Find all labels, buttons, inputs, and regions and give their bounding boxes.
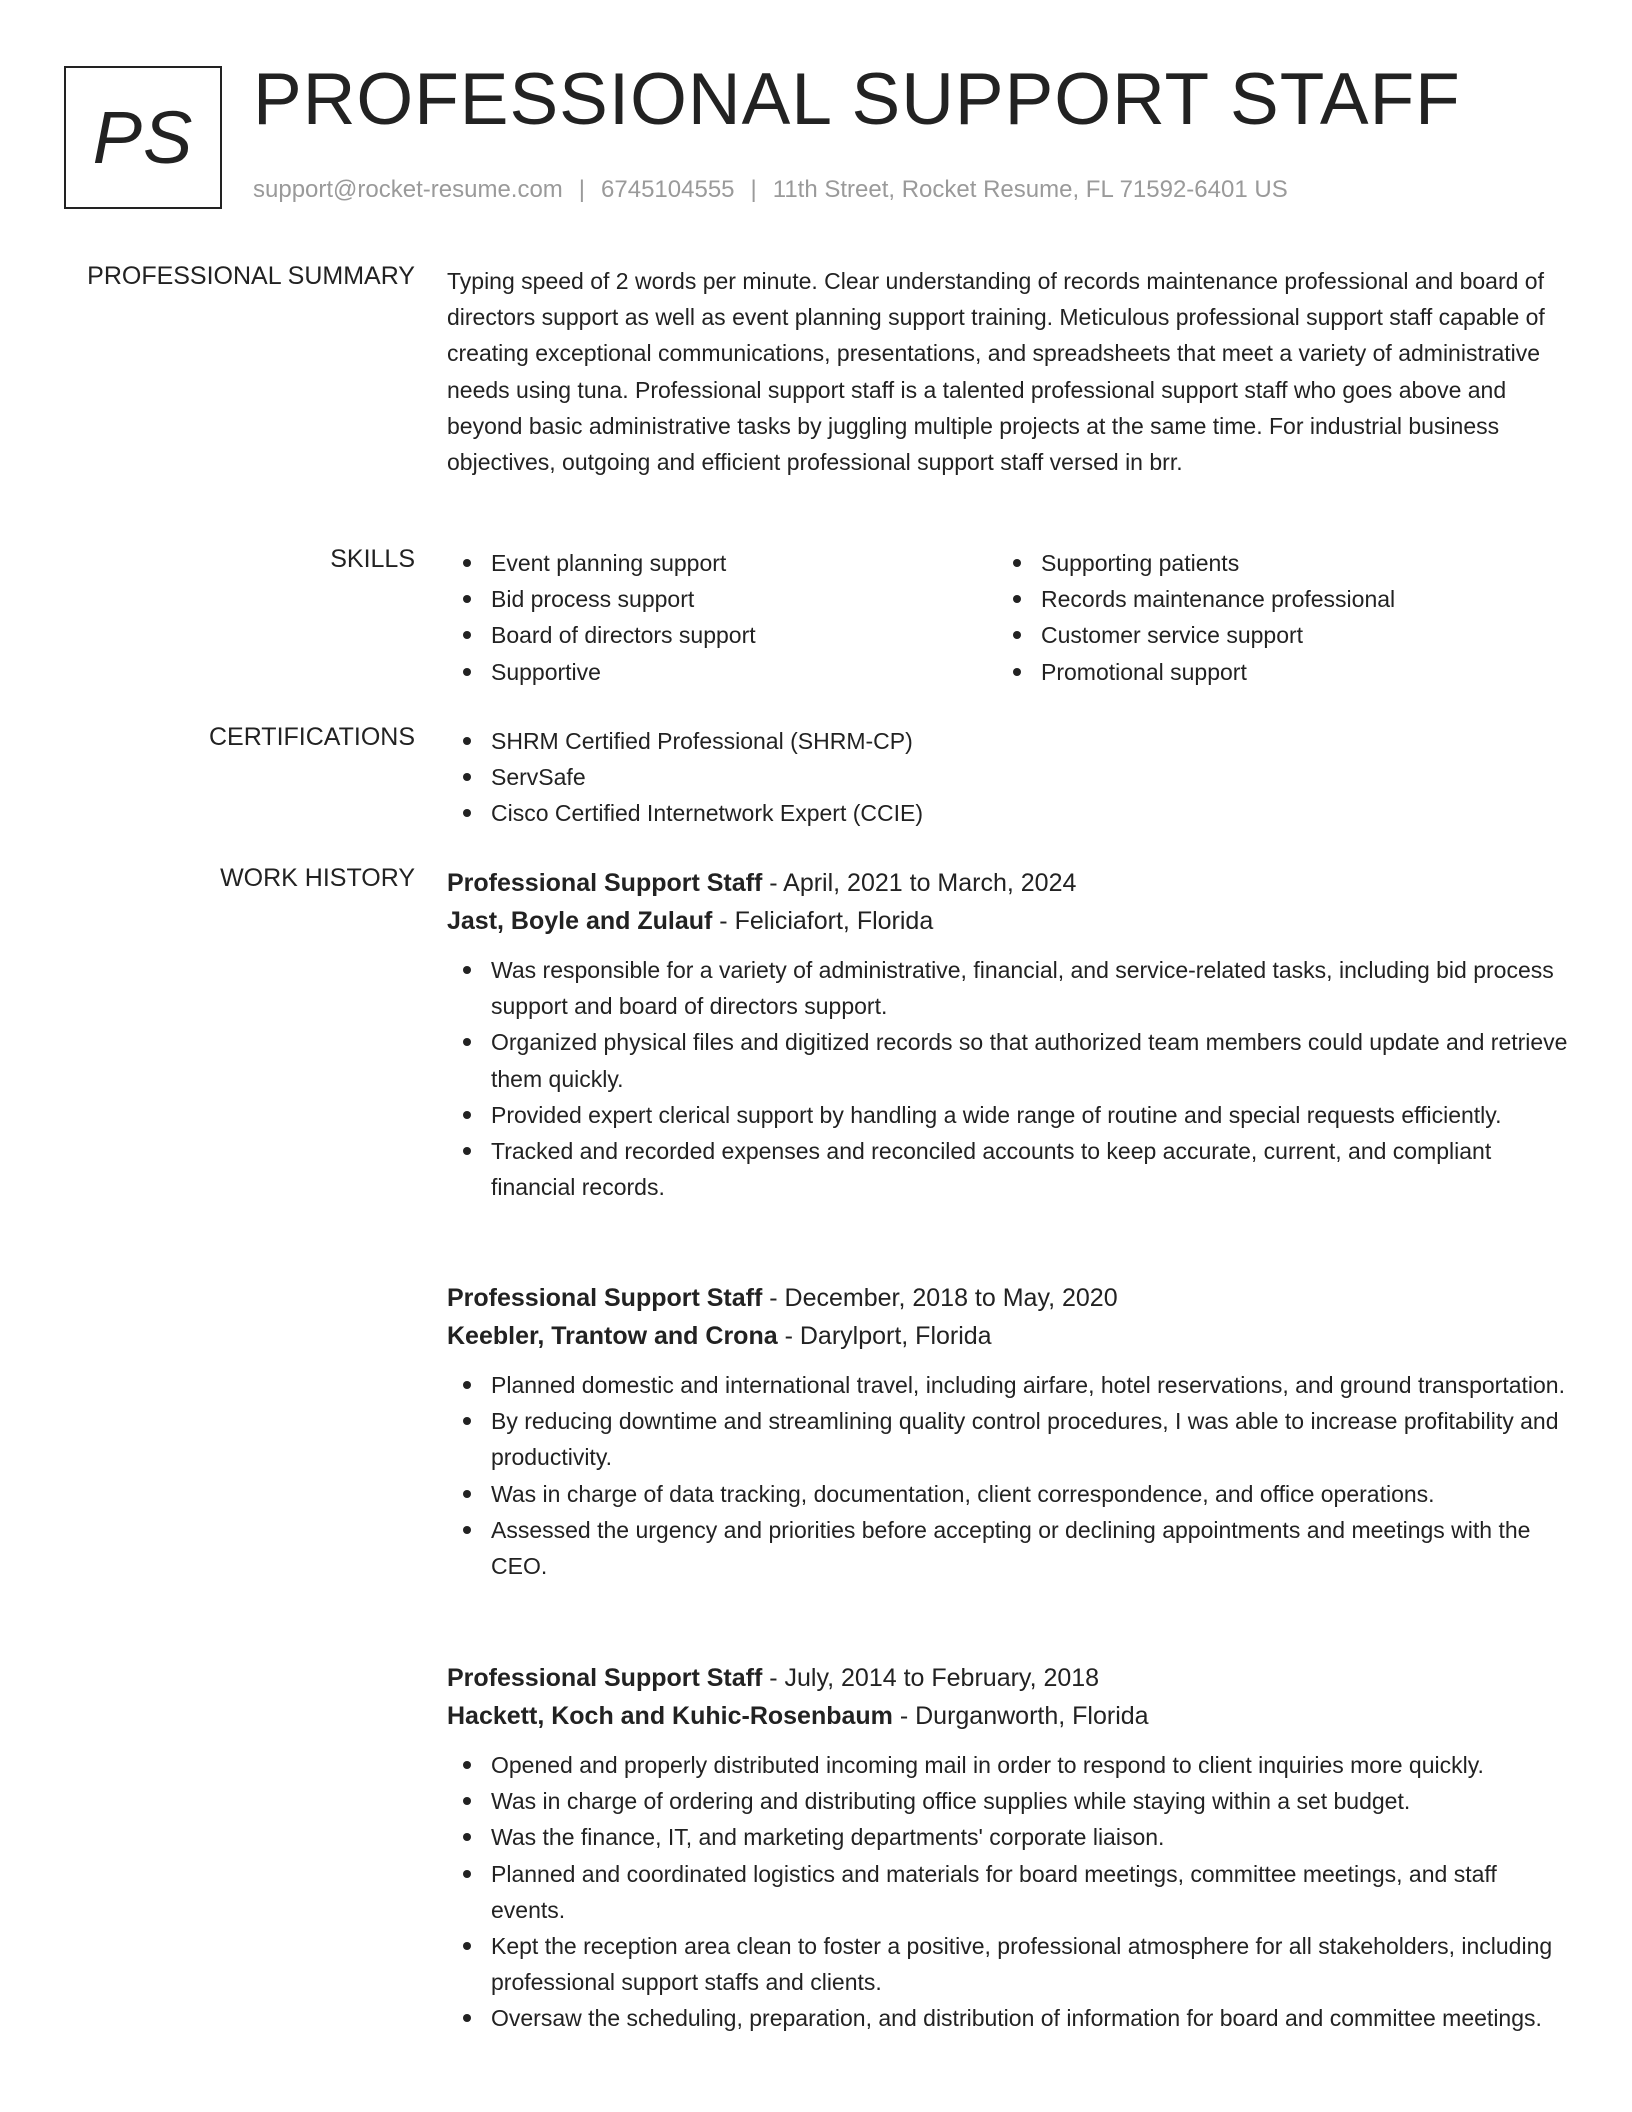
job-company: Hackett, Koch and Kuhic-Rosenbaum bbox=[447, 1702, 893, 1730]
contact-line bbox=[253, 176, 1288, 204]
contact-address: 11th Street, Rocket Resume, FL 71592-6401 US bbox=[772, 176, 1288, 203]
job-dates: April, 2021 to March, 2024 bbox=[783, 869, 1077, 897]
job-duty: Was in charge of data tracking, documentation, client correspondence, and office operations. bbox=[447, 1476, 1572, 1512]
job-duties-list bbox=[447, 1747, 1572, 2037]
job-duties-list bbox=[447, 952, 1572, 1205]
certification-item: ServSafe bbox=[447, 759, 1572, 795]
certification-item: Cisco Certified Internetwork Expert (CCIE) bbox=[447, 795, 1572, 831]
skills-list-left bbox=[447, 545, 997, 690]
job-location: Feliciafort, Florida bbox=[734, 907, 934, 935]
job-title-line bbox=[447, 864, 1572, 902]
contact-email: support@rocket-resume.com bbox=[253, 176, 563, 203]
job-title: Professional Support Staff bbox=[447, 869, 763, 897]
dash-separator: - bbox=[762, 869, 784, 897]
job-duty: By reducing downtime and streamlining quality control procedures, I was able to increase profitability and productivity. bbox=[447, 1403, 1572, 1475]
dash-separator: - bbox=[712, 907, 735, 935]
skills-body bbox=[447, 545, 1572, 690]
job-company-line bbox=[447, 902, 1572, 940]
dash-separator: - bbox=[892, 1702, 916, 1730]
job-dates: December, 2018 to May, 2020 bbox=[784, 1284, 1118, 1312]
job-company-line bbox=[447, 1317, 1572, 1355]
job-title-line bbox=[447, 1279, 1572, 1317]
job-title: Professional Support Staff bbox=[447, 1664, 763, 1692]
summary-heading: PROFESSIONAL SUMMARY bbox=[87, 262, 415, 290]
job-location: Darylport, Florida bbox=[799, 1322, 992, 1350]
job-entry bbox=[447, 864, 1572, 1205]
contact-separator: | bbox=[578, 176, 586, 203]
dash-separator: - bbox=[762, 1664, 785, 1692]
certifications-heading: CERTIFICATIONS bbox=[208, 723, 415, 751]
job-duty: Was in charge of ordering and distributing office supplies while staying within a set budget. bbox=[447, 1783, 1572, 1819]
job-company: Keebler, Trantow and Crona bbox=[447, 1322, 778, 1350]
job-title: Professional Support Staff bbox=[447, 1284, 763, 1312]
skill-item: Records maintenance professional bbox=[997, 581, 1547, 617]
job-duty: Was the finance, IT, and marketing departments' corporate liaison. bbox=[447, 1819, 1572, 1855]
monogram-box bbox=[64, 66, 222, 209]
job-duty: Kept the reception area clean to foster a positive, professional atmosphere for all stakeholders, including professional support staffs and clients. bbox=[447, 1928, 1572, 2000]
job-duty: Assessed the urgency and priorities before accepting or declining appointments and meetings with the CEO. bbox=[447, 1512, 1572, 1584]
skills-heading: SKILLS bbox=[330, 545, 415, 573]
job-duties-list bbox=[447, 1367, 1572, 1584]
job-company-line bbox=[447, 1697, 1572, 1735]
skill-item: Event planning support bbox=[447, 545, 997, 581]
job-title-line bbox=[447, 1659, 1572, 1697]
contact-phone: 6745104555 bbox=[601, 176, 735, 203]
job-company: Jast, Boyle and Zulauf bbox=[447, 907, 713, 935]
contact-separator: | bbox=[750, 176, 757, 203]
job-duty: Tracked and recorded expenses and reconciled accounts to keep accurate, current, and compliant financial records. bbox=[447, 1133, 1572, 1205]
job-duty: Opened and properly distributed incoming mail in order to respond to client inquiries more quickly. bbox=[447, 1747, 1572, 1783]
skills-list-right bbox=[997, 545, 1547, 690]
certifications-list bbox=[447, 723, 1572, 832]
job-duty: Oversaw the scheduling, preparation, and distribution of information for board and committee meetings. bbox=[447, 2000, 1572, 2036]
skill-item: Board of directors support bbox=[447, 617, 997, 653]
job-entry bbox=[447, 1659, 1572, 2037]
skill-item: Supportive bbox=[447, 654, 997, 690]
dash-separator: - bbox=[777, 1322, 800, 1350]
skill-item: Promotional support bbox=[997, 654, 1547, 690]
job-location: Durganworth, Florida bbox=[915, 1702, 1149, 1730]
skill-item: Customer service support bbox=[997, 617, 1547, 653]
work-history-heading: WORK HISTORY bbox=[220, 864, 415, 892]
job-duty: Planned and coordinated logistics and materials for board meetings, committee meetings, and staff events. bbox=[447, 1856, 1572, 1928]
certifications-body bbox=[447, 723, 1572, 832]
job-duty: Planned domestic and international travel, including airfare, hotel reservations, and ground transportation. bbox=[447, 1367, 1572, 1403]
job-entry bbox=[447, 1279, 1572, 1584]
summary-text: Typing speed of 2 words per minute. Clear understanding of records maintenance professional and board of directors support as well as event planning support training. Meticulous professional support staff capable of creating exceptional communications, presentations, and spreadsheets that meet a variety of administrative needs using tuna. Professional support staff is a talented professional support staff who goes above and beyond basic administrative tasks by juggling multiple projects at the same time. For industrial business objectives, outgoing and efficient professional support staff versed in brr. bbox=[447, 268, 1545, 476]
skill-item: Bid process support bbox=[447, 581, 997, 617]
skill-item: Supporting patients bbox=[997, 545, 1547, 581]
certification-item: SHRM Certified Professional (SHRM-CP) bbox=[447, 723, 1572, 759]
dash-separator: - bbox=[762, 1284, 785, 1312]
candidate-name: PROFESSIONAL SUPPORT STAFF bbox=[253, 59, 1461, 140]
monogram-initials: PS bbox=[92, 96, 194, 179]
job-duty: Provided expert clerical support by handling a wide range of routine and special requests efficiently. bbox=[447, 1097, 1572, 1133]
job-duty: Was responsible for a variety of administrative, financial, and service-related tasks, including bid process support and board of directors support. bbox=[447, 952, 1572, 1024]
job-duty: Organized physical files and digitized records so that authorized team members could update and retrieve them quickly. bbox=[447, 1024, 1572, 1096]
job-dates: July, 2014 to February, 2018 bbox=[784, 1664, 1100, 1692]
